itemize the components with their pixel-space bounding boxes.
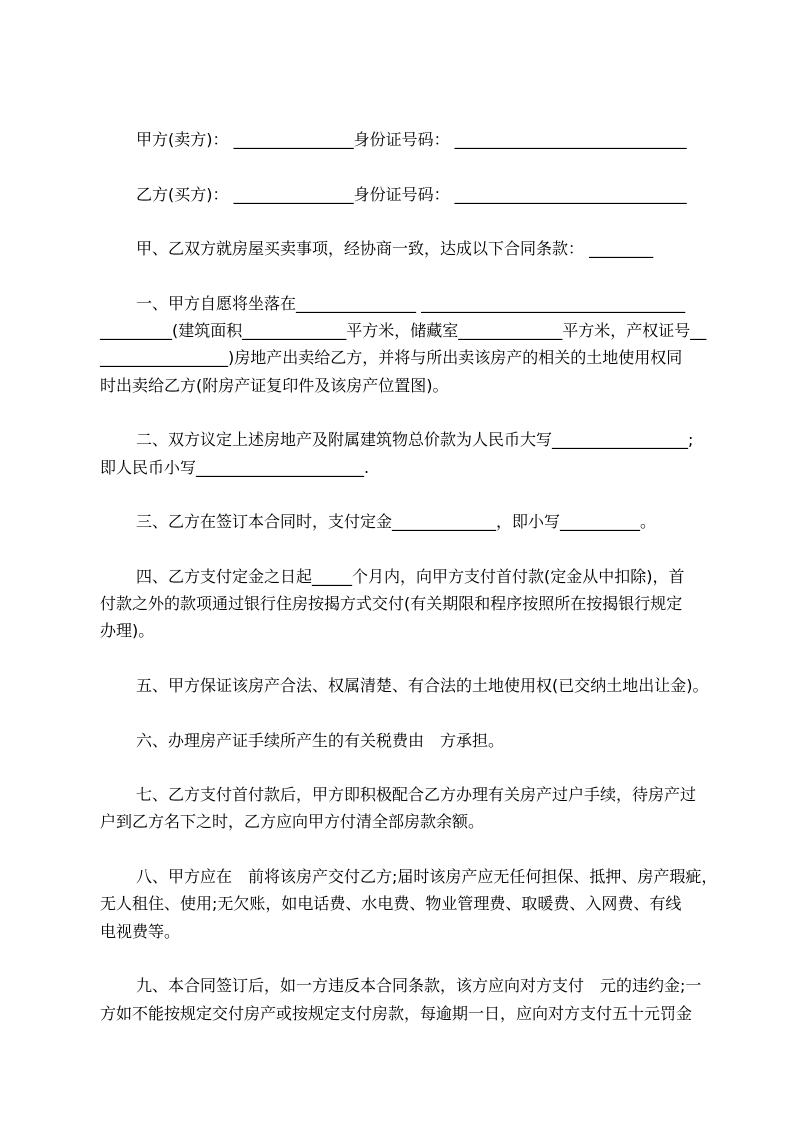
- clause-9-line-2: 方如不能按规定交付房产或按规定支付房款，每逾期一日，应向对方支付五十元罚金: [100, 1003, 693, 1023]
- clause-2-line-1: 二、双方议定上述房地产及附属建筑物总价款为人民币大写_________________;: [136, 430, 694, 450]
- clause-8-line-2: 无人租住、使用;无欠账，如电话费、水电费、物业管理费、取暖费、入网费、有线: [100, 894, 682, 914]
- clause-2: [100, 426, 707, 481]
- clause-5-line-1: 五、甲方保证该房产合法、权属清楚、有合法的土地使用权(已交纳土地出让金)。: [136, 675, 709, 695]
- clause-1-line-3: ________________)房地产出卖给乙方，并将与所出卖该房产的相关的土地使用权同: [100, 348, 683, 368]
- clause-1-line-4: 时出卖给乙方(附房产证复印件及该房产位置图)。: [100, 375, 449, 395]
- clause-9: [100, 972, 707, 1027]
- clause-1-line-1: 一、甲方自愿将坐落在_______________ _________________________________: [136, 293, 686, 313]
- clause-3: [100, 508, 707, 535]
- party-b-line-line-1: 乙方(买方)： _______________身份证号码： _____________________________: [136, 184, 687, 204]
- clause-7-line-1: 七、乙方支付首付款后，甲方即积极配合乙方办理有关房产过户手续，待房产过: [136, 785, 697, 805]
- clause-9-line-1: 九、本合同签订后，如一方违反本合同条款，该方应向对方支付 元的违约金;一: [136, 976, 702, 996]
- clause-7: [100, 781, 707, 836]
- clause-1: [100, 290, 707, 399]
- contract-body: [100, 126, 718, 1027]
- clause-6-line-1: 六、办理房产证手续所产生的有关税费由 方承担。: [136, 730, 505, 750]
- clause-8: [100, 863, 718, 945]
- clause-1-line-2: _________(建筑面积_____________平方米，储藏室_____________平方米，产权证号__: [100, 321, 707, 341]
- clause-6: [100, 727, 707, 754]
- clause-2-line-2: 即人民币小写_____________________.: [100, 457, 370, 477]
- party-b-line: [100, 181, 707, 208]
- clause-7-line-2: 户到乙方名下之时，乙方应向甲方付清全部房款余额。: [100, 812, 485, 832]
- clause-5: [100, 672, 707, 699]
- clause-4-line-2: 付款之外的款项通过银行住房按揭方式交付(有关期限和程序按照所在按揭银行规定: [100, 594, 683, 614]
- preamble-line-1: 甲、乙双方就房屋买卖事项，经协商一致，达成以下合同条款： ________: [136, 239, 654, 259]
- clause-4-line-3: 办理)。: [100, 621, 155, 641]
- clause-8-line-1: 八、甲方应在 前将该房产交付乙方;届时该房产应无任何担保、抵押、房产瑕疵，: [136, 867, 718, 887]
- clause-4: [100, 563, 707, 645]
- party-a-line: [100, 126, 707, 153]
- preamble: [100, 235, 707, 262]
- clause-3-line-1: 三、乙方在签订本合同时，支付定金_____________，即小写__________。: [136, 512, 657, 532]
- party-a-line-line-1: 甲方(卖方)： _______________身份证号码： _____________________________: [136, 130, 687, 149]
- clause-4-line-1: 四、乙方支付定金之日起_____个月内，向甲方支付首付款(定金从中扣除)，首: [136, 566, 685, 586]
- clause-8-line-3: 电视费等。: [100, 921, 181, 941]
